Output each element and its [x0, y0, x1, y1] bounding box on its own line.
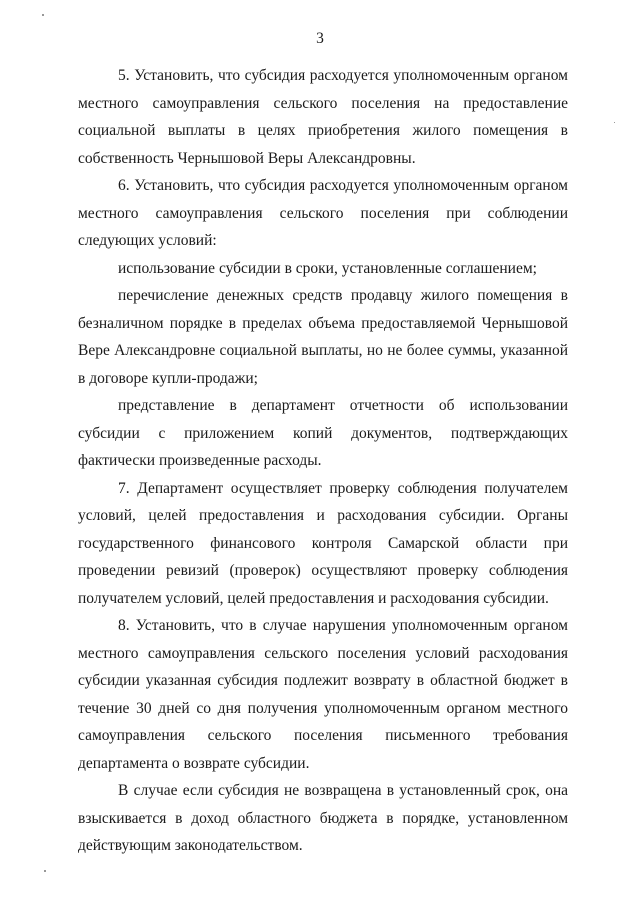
- paragraph-8: 8. Установить, что в случае нарушения уполномоченным органом местного самоуправления сельского поселения условий расходования субсидии указанная субсидия подлежит возврату в областной бюджет в течение 30 дней со дня получения уполномоченным органом местного самоуправления сельского поселения письменного требования департамента о возврате субсидии.: [78, 617, 568, 772]
- paragraph-8-continuation: В случае если субсидия не возвращена в установленный срок, она взыскивается в доход областного бюджета в порядке, установленном действующим законодательством.: [78, 782, 568, 854]
- condition-item-3: представление в департамент отчетности об использовании субсидии с приложением копий документов, подтверждающих фактически произведенные расходы.: [78, 397, 568, 469]
- page-number: 3: [316, 30, 324, 47]
- paragraph-6: 6. Установить, что субсидия расходуется уполномоченным органом местного самоуправления сельского поселения при соблюдении следующих условий:: [78, 177, 568, 249]
- condition-item-2: перечисление денежных средств продавцу жилого помещения в безналичном порядке в пределах объема предоставляемой Чернышовой Вере Александровне социальной выплаты, но не более суммы, указанной в договоре купли-продажи;: [78, 287, 568, 387]
- scan-speck: [42, 14, 44, 16]
- scan-speck: [614, 122, 615, 123]
- condition-item-1: использование субсидии в сроки, установленные соглашением;: [118, 259, 537, 277]
- document-body: [78, 62, 568, 860]
- scan-speck: [44, 870, 46, 872]
- paragraph-7: 7. Департамент осуществляет проверку соблюдения получателем условий, целей предоставления и расходования субсидии. Органы государственного финансового контроля Самарской области при проведении ревизий (проверок) осуществляют проверку соблюдения получателем условий, целей предоставления и расходования субсидии.: [78, 479, 568, 607]
- paragraph-5: 5. Установить, что субсидия расходуется уполномоченным органом местного самоуправления сельского поселения на предоставление социальной выплаты в целях приобретения жилого помещения в собственность Чернышовой Веры Александровны.: [78, 67, 568, 167]
